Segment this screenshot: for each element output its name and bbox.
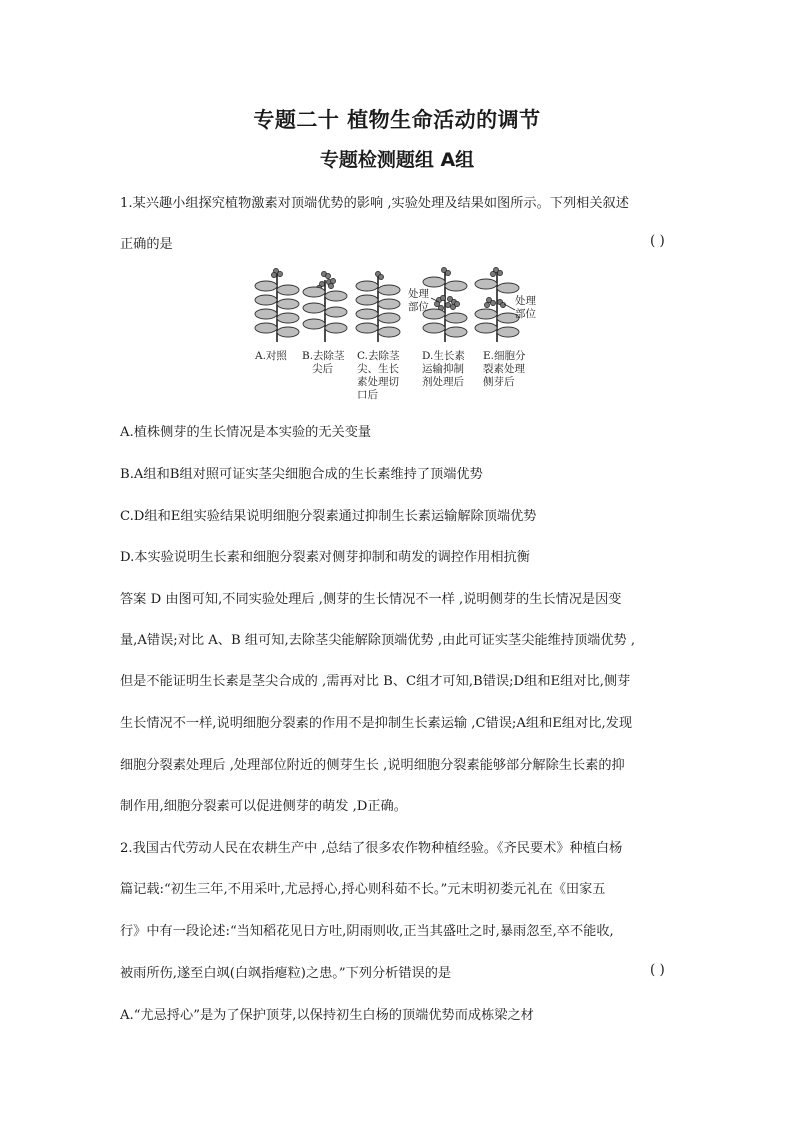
q1-answer-line-1: 答案 D 由图可知,不同实验处理后 ,侧芽的生长情况不一样 ,说明侧芽的生长情况是因变 bbox=[120, 592, 622, 607]
q2-answer-paren: ( ) bbox=[650, 962, 665, 978]
q1-answer-line-4: 生长情况不一样,说明细胞分裂素的作用不是抑制生长素运输 ,C错误;A组和E组对比,发现 bbox=[120, 716, 633, 731]
caption-e-line2: 裂素处理 bbox=[483, 363, 525, 375]
caption-e-line1: E.细胞分 bbox=[483, 350, 526, 362]
page-subtitle: 专题检测题组 A组 bbox=[319, 149, 475, 171]
plant-e-label-line2: 部位 bbox=[515, 308, 536, 320]
caption-b-line2: 尖后 bbox=[312, 363, 333, 375]
q1-answer-line-2: 量,A错误;对比 A、B 组可知,去除茎尖能解除顶端优势 ,由此可证实茎尖能维持顶端优势 , bbox=[120, 633, 636, 648]
caption-d-line3: 剂处理后 bbox=[422, 376, 464, 388]
caption-b-line1: B.去除茎 bbox=[302, 350, 345, 362]
q2-stem-line-3: 行》中有一段论述:“当知稻花见日方吐,阴雨则收,正当其盛吐之时,暴雨忽至,卒不能收, bbox=[120, 924, 614, 939]
q1-answer-line-5: 细胞分裂素处理后 ,处理部位附近的侧芽生长 ,说明细胞分裂素能够部分解除生长素的抑 bbox=[120, 758, 625, 773]
q1-answer-paren: ( ) bbox=[650, 233, 665, 249]
q1-option-a: A.植株侧芽的生长情况是本实验的无关变量 bbox=[120, 425, 372, 440]
q2-option-a: A.“尤忌捋心”是为了保护顶芽,以保持初生白杨的顶端优势而成栋梁之材 bbox=[120, 1008, 534, 1023]
plant-d bbox=[423, 267, 467, 342]
caption-c-line1: C.去除茎 bbox=[357, 350, 400, 362]
q2-stem-line-2: 篇记载:“初生三年,不用采叶,尤忌捋心,捋心则科茹不长。”元末明初娄元礼在《田家五 bbox=[120, 882, 606, 897]
plant-a bbox=[255, 268, 299, 342]
q1-option-b: B.A组和B组对照可证实茎尖细胞合成的生长素维持了顶端优势 bbox=[120, 467, 483, 482]
plant-d-label-line2: 部位 bbox=[408, 301, 429, 313]
q1-stem-line-1: 1.某兴趣小组探究植物激素对顶端优势的影响 ,实验处理及结果如图所示。下列相关叙述 bbox=[120, 196, 629, 211]
caption-d-line2: 运输抑制 bbox=[422, 363, 464, 375]
q1-stem-line-2: 正确的是 bbox=[120, 237, 173, 252]
plant-e-label-line1: 处理 bbox=[515, 295, 536, 307]
q1-answer-line-3: 但是不能证明生长素是茎尖合成的 ,需再对比 B、C组才可知,B错误;D组和E组对比,侧芽 bbox=[120, 674, 631, 689]
plant-b bbox=[303, 271, 347, 342]
plant-e bbox=[475, 267, 519, 342]
plant-c bbox=[356, 271, 400, 342]
q1-option-c: C.D组和E组实验结果说明细胞分裂素通过抑制生长素运输解除顶端优势 bbox=[120, 509, 537, 524]
page-title: 专题二十 植物生命活动的调节 bbox=[253, 108, 541, 132]
q1-option-d: D.本实验说明生长素和细胞分裂素对侧芽抑制和萌发的调控作用相抗衡 bbox=[120, 550, 530, 565]
plant-d-label-line1: 处理 bbox=[408, 288, 429, 300]
caption-c-line3: 素处理切 bbox=[357, 376, 399, 388]
q1-answer-line-6: 制作用,细胞分裂素可以促进侧芽的萌发 ,D正确。 bbox=[120, 799, 407, 814]
caption-c-line4: 口后 bbox=[357, 389, 378, 401]
q2-stem-line-1: 2.我国古代劳动人民在农耕生产中 ,总结了很多农作物种植经验。《齐民要术》种植白杨 bbox=[120, 841, 623, 856]
caption-d-line1: D.生长素 bbox=[422, 350, 465, 362]
caption-a-line1: A.对照 bbox=[255, 350, 287, 362]
caption-e-line3: 侧芽后 bbox=[483, 376, 515, 388]
caption-c-line2: 尖、生长 bbox=[357, 363, 399, 375]
q1-figure bbox=[245, 262, 555, 412]
q2-stem-line-4: 被雨所伤,遂至白飒(白飒指瘪粒)之患。”下列分析错误的是 bbox=[120, 966, 452, 981]
